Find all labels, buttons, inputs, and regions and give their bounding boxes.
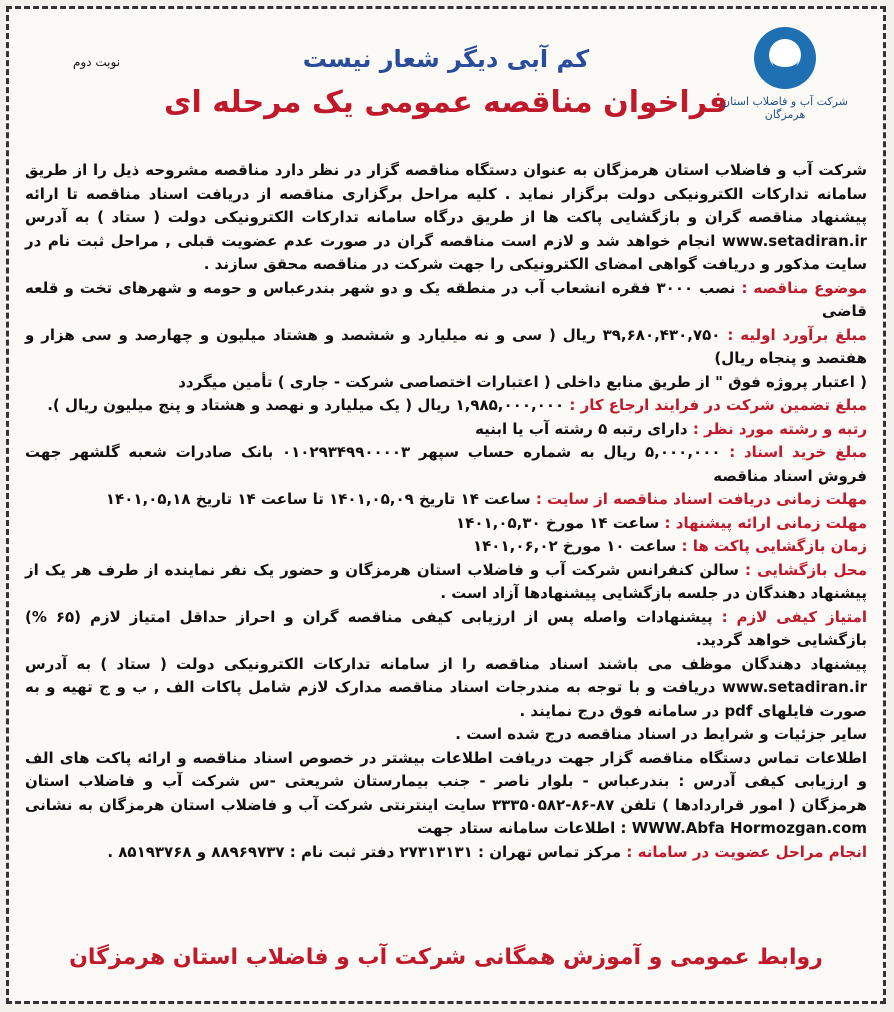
item-label: رتبه و رشته مورد نظر : [692,419,867,438]
item-text: ساعت ۱۰ مورخ ۱۴۰۱,۰۶,۰۲ [473,537,677,555]
item-row [25,841,867,865]
item-row [25,371,867,395]
item-text: ۱,۹۸۵,۰۰۰,۰۰۰ ریال ( یک میلیارد و نهصد و هشتاد و پنج میلیون ریال ). [47,396,565,414]
item-row [25,394,867,418]
item-text: ۳۹,۶۸۰,۴۳۰,۷۵۰ ریال ( سی و نه میلیارد و ششصد و هشتاد میلیون و چهارصد و سی هزار و هفتصد و پنجاه ریال) [25,325,867,367]
logo-caption: شرکت آب و فاضلاب استان هرمزگان [722,95,848,121]
round-label: نوبت دوم [73,55,121,69]
item-label: محل بازگشایی : [745,560,867,579]
item-label: مهلت زمانی دریافت اسناد مناقصه از سایت : [535,490,867,508]
item-row [25,512,867,536]
item-text: دارای رتبه ۵ رشته آب یا ابنیه [475,419,688,438]
item-text: نصب ۳۰۰۰ فقره انشعاب آب در منطقه یک و دو شهر بندرعباس و حومه و شهرهای تخت و قلعه قاضی [25,278,867,320]
notice-frame [6,6,886,1004]
item-label: مبلغ برآورد اولیه : [727,325,867,344]
item-text: ساعت ۱۴ مورخ ۱۴۰۱,۰۵,۳۰ [456,513,660,532]
intro-paragraph: شرکت آب و فاضلاب استان هرمزگان به عنوان دستگاه مناقصه گزار در نظر دارد مناقصه مشروحه ذیل را از طریق سامانه تدارکات الکترونیکی دولت برگزار نماید . کلیه مراحل برگزاری مناقصه از دریافت اسناد مناقصه تا ارائه پیشنهاد مناقصه گران و بازگشایی پاکت ها از طریق درگاه سامانه تدارکات الکترونیکی دولت ( ستاد ) به آدرس www.setadiran.ir انجام خواهد شد و لازم است مناقصه گران در صورت عدم عضویت قبلی , مراحل ثبت نام در سایت مذکور و دریافت گواهی امضای الکترونیکی را جهت شرکت در مناقصه محقق سازند . [25,161,867,273]
item-row [25,653,867,724]
notice-body [25,159,867,864]
item-row [25,324,867,371]
item-text: سالن کنفرانس شرکت آب و فاضلاب استان هرمزگان و حضور یک نفر نماینده از طرف هر یک از پیشنهاد دهندگان در جلسه بازگشایی پیشنهادها آزاد است . [25,560,867,602]
item-text: اطلاعات تماس دستگاه مناقصه گزار جهت دریافت اطلاعات بیشتر در خصوص اسناد مناقصه و ارائه پاکت های الف و ارزیابی کیفی آدرس : بندرعباس - بلوار ناصر - جنب بیمارستان شریعتی -س شرکت آب و فاضلاب استان هرمزگان ( امور قراردادها ) تلفن ۸۷-۸۶-۳۳۳۵۰۵۸۲ سایت اینترنتی شرکت آب و فاضلاب استان هرمزگان به نشانی WWW.Abfa Hormozgan.com : اطلاعات سامانه ستاد جهت [25,748,867,837]
item-row [25,277,867,324]
slogan: کم آبی دیگر شعار نیست [302,45,590,73]
item-text: سایر جزئیات و شرایط در اسناد مناقصه درج شده است . [455,725,867,743]
page-title: فراخوان مناقصه عمومی یک مرحله ای [163,85,728,120]
item-row [25,747,867,841]
item-text: پیشنهاد دهندگان موظف می باشند اسناد مناقصه را از سامانه تدارکات الکترونیکی دولت ( ستاد ) به آدرس www.setadiran.ir دریافت و با توجه به مندرجات اسناد مناقصه مدارک لازم شامل پاکات الف , ب و ج تهیه و به صورت فایلهای pdf در سامانه فوق درج نمایند . [25,654,867,720]
footer-signature: روابط عمومی و آموزش همگانی شرکت آب و فاضلاب استان هرمزگان [69,945,823,970]
item-label: مبلغ تضمین شرکت در فرایند ارجاع کار : [569,396,867,414]
item-label: مهلت زمانی ارائه پیشنهاد : [664,513,867,532]
item-label: زمان بازگشایی پاکت ها : [681,537,867,555]
item-label: موضوع مناقصه : [741,278,867,297]
header [9,9,883,159]
company-logo [715,27,855,121]
item-row [25,606,867,653]
item-row [25,488,867,512]
item-row [25,418,867,442]
item-text: ساعت ۱۴ تاریخ ۱۴۰۱,۰۵,۰۹ تا ساعت ۱۴ تاریخ ۱۴۰۱,۰۵,۱۸ [105,490,531,508]
item-text: ۵,۰۰۰,۰۰۰ ریال به شماره حساب سپهر ۰۱۰۲۹۳۴۹۹۰۰۰۰۳ بانک صادرات شعبه گلشهر جهت فروش اسناد مناقصه [25,443,867,485]
item-label: امتیاز کیفی لازم : [721,607,867,626]
item-row [25,535,867,559]
water-drop-icon [754,27,816,89]
item-row [25,559,867,606]
item-text: ( اعتبار پروژه فوق " از طریق منابع داخلی ( اعتبارات اختصاصی شرکت - جاری ) تأمین میگردد [178,372,867,391]
item-label: مبلغ خرید اسناد : [729,443,867,461]
item-text: مرکز تماس تهران : ۲۷۳۱۳۱۳۱ دفتر ثبت نام : ۸۸۹۶۹۷۳۷ و ۸۵۱۹۳۷۶۸ . [107,842,622,861]
item-text: پیشنهادات واصله پس از ارزیابی کیفی مناقصه گران و احراز حداقل امتیاز لازم (۶۵ %) بازگشایی خواهد گردید. [25,607,867,649]
item-row [25,723,867,747]
item-row [25,441,867,488]
item-label: انجام مراحل عضویت در سامانه : [626,842,867,861]
